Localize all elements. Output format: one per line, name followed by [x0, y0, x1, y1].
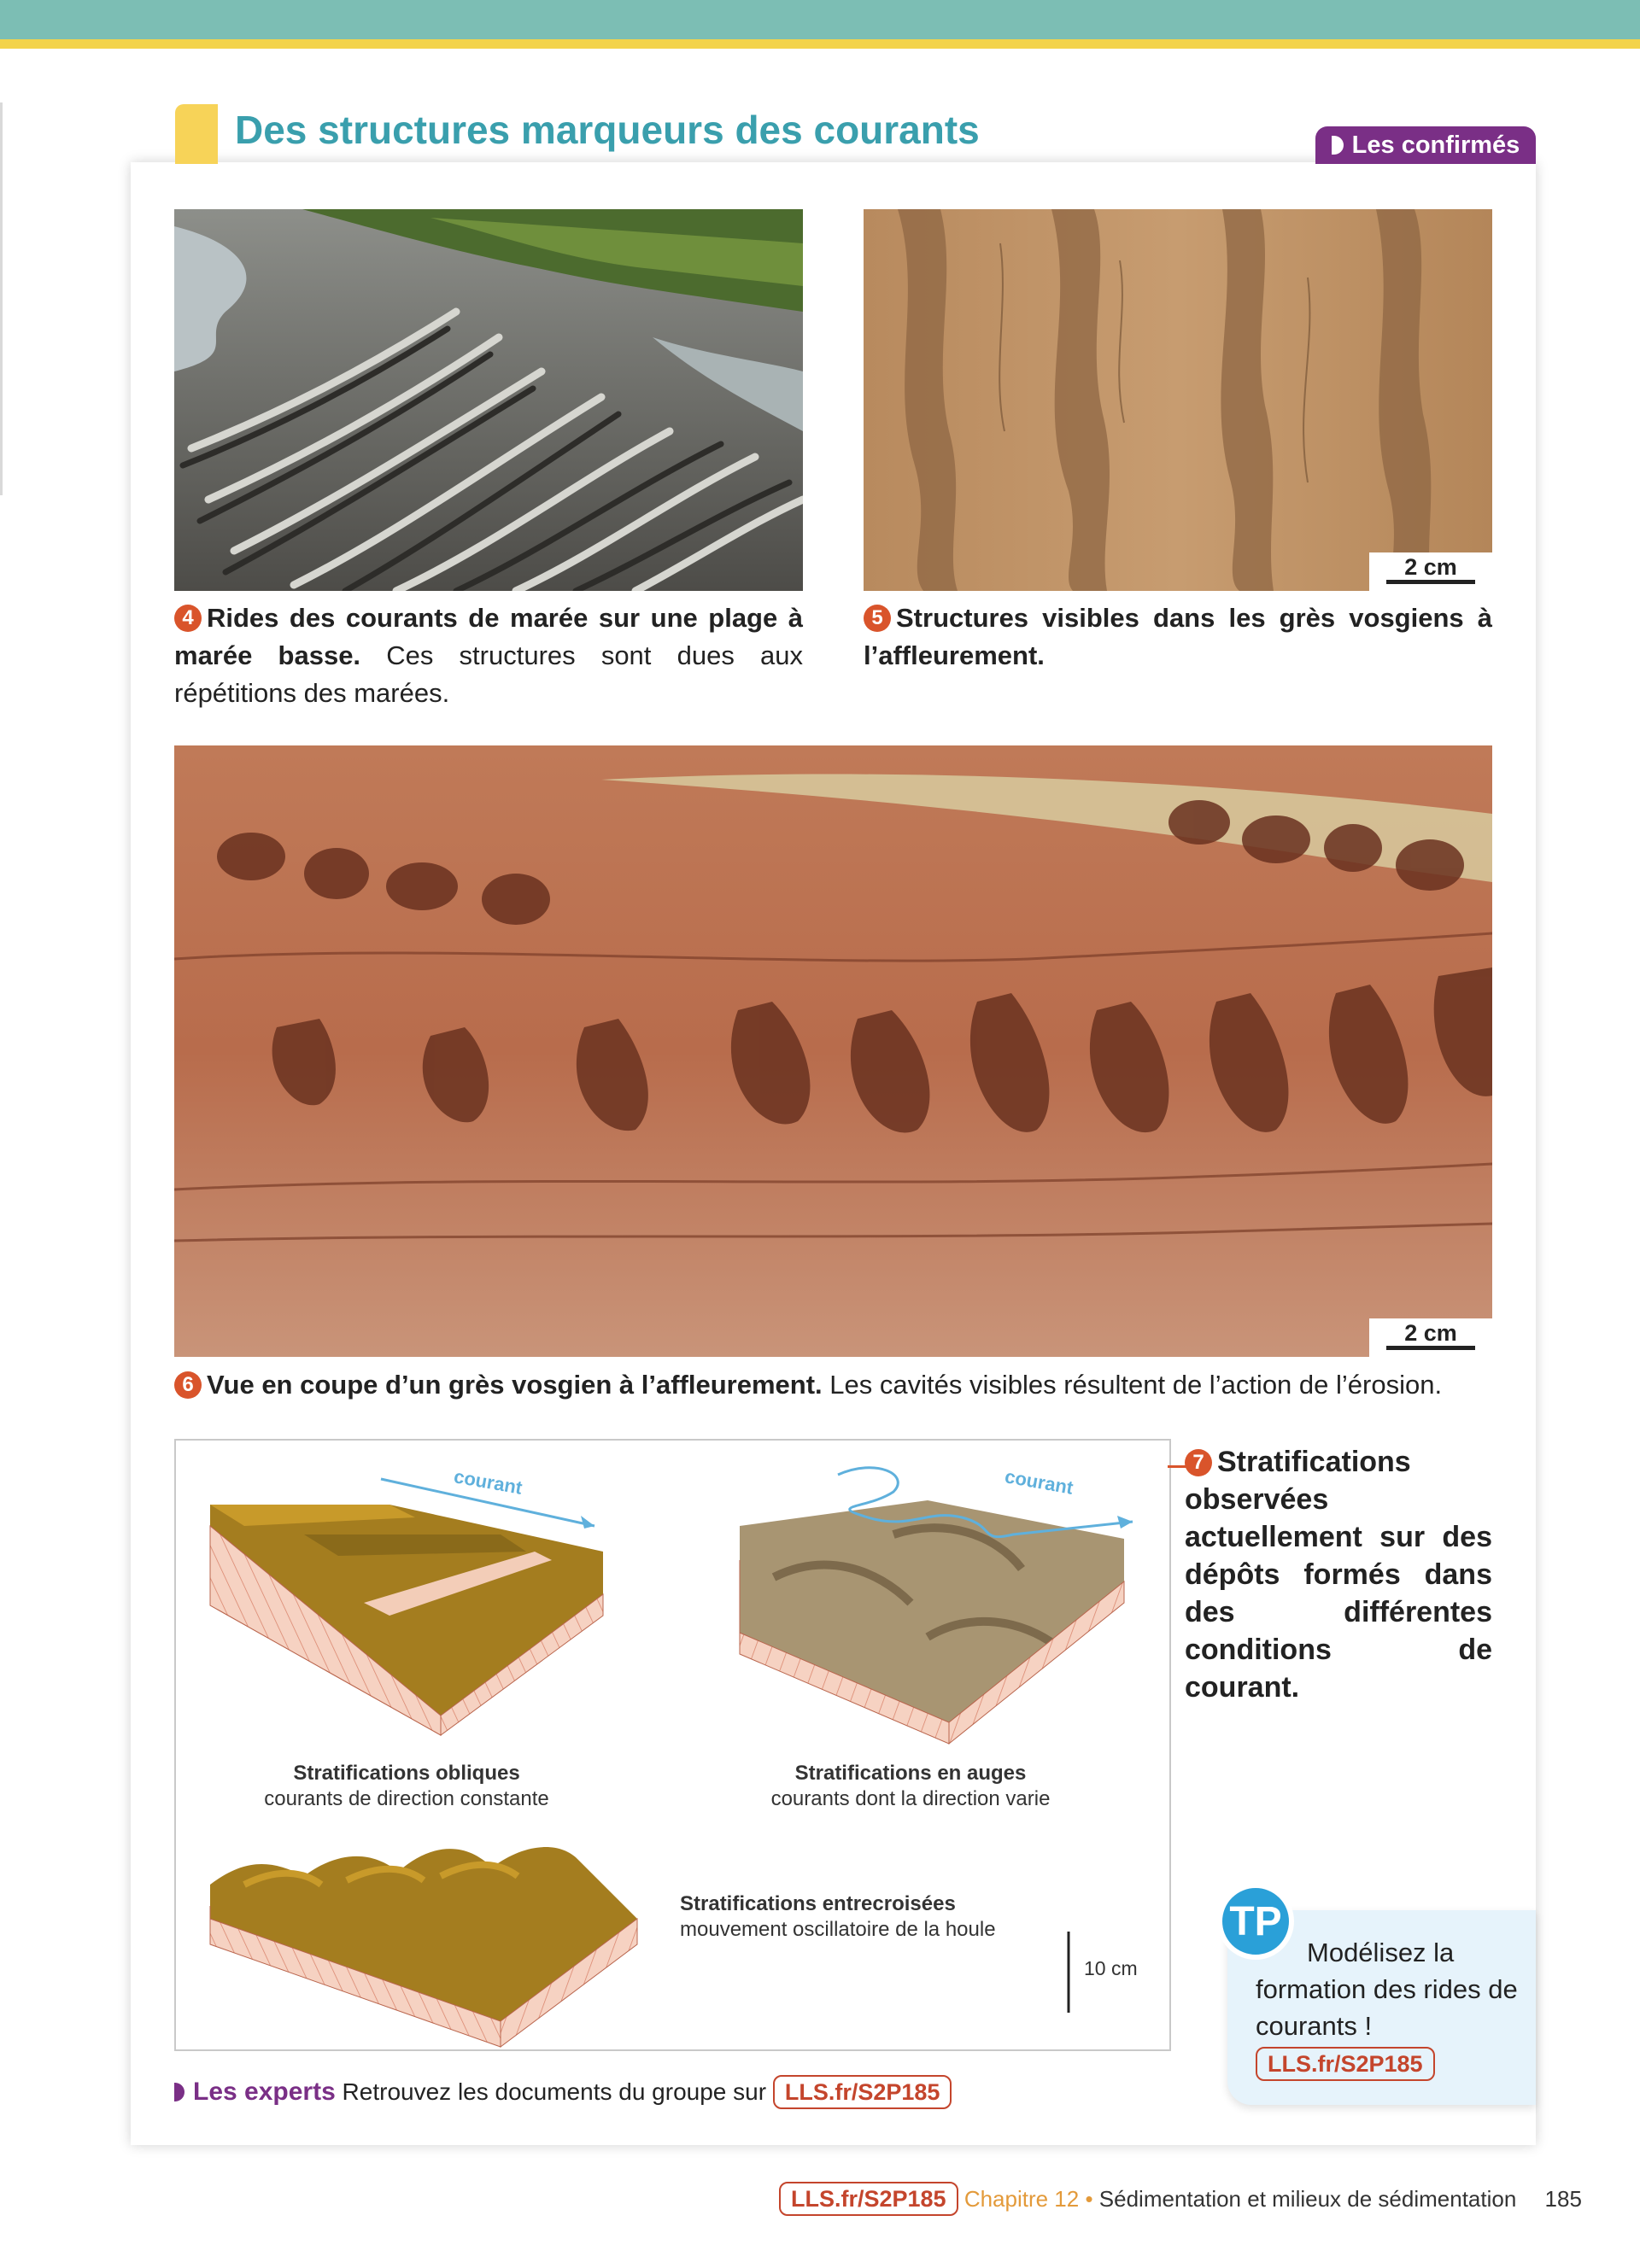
label-oblique-title: Stratifications obliques — [293, 1762, 520, 1785]
experts-label: Les experts — [193, 2078, 336, 2106]
photo-sandstone-section — [174, 745, 1492, 1357]
page-number: 185 — [1544, 2186, 1582, 2212]
doc7-connector-line — [1168, 1465, 1186, 1468]
scale-label-7: 10 cm — [1084, 1957, 1138, 1979]
block-oblique — [210, 1505, 603, 1735]
doc5-number-icon: 5 — [864, 605, 891, 632]
stratification-diagram — [174, 1439, 1171, 2051]
caption-doc6 — [174, 1366, 1507, 1404]
caption-doc7 — [1185, 1443, 1492, 1706]
scale-box-5 — [1369, 552, 1492, 591]
sandstone-structures-image — [864, 209, 1492, 591]
doc5-caption-bold: Structures visibles dans les grès vosgiens à l’affleurement. — [864, 603, 1492, 670]
tp-link[interactable]: LLS.fr/S2P185 — [1256, 2047, 1435, 2081]
scale-label-5: 2 cm — [1404, 554, 1457, 580]
footer-title: Sédimentation et milieux de sédimentation — [1098, 2186, 1517, 2212]
doc6-number-icon: 6 — [174, 1371, 202, 1399]
page-footer — [779, 2182, 1582, 2216]
top-yellow-line — [0, 39, 1640, 49]
badge-arrow-icon — [1332, 136, 1344, 155]
top-color-band — [0, 0, 1640, 39]
doc4-number-icon: 4 — [174, 605, 202, 632]
label-crossed-title: Stratifications entrecroisées — [680, 1892, 956, 1915]
scale-label-6: 2 cm — [1404, 1320, 1457, 1346]
scale-bar-6 — [1386, 1346, 1475, 1350]
level-badge — [1315, 126, 1536, 164]
stratification-blocks — [176, 1441, 1169, 2049]
tp-icon: TP — [1217, 1883, 1294, 1960]
tp-text: Modélisez la formation des rides de courants ! — [1256, 1938, 1518, 2041]
arrow-label-courant-1: courant — [452, 1465, 524, 1499]
footer-link[interactable]: LLS.fr/S2P185 — [779, 2182, 958, 2216]
tp-text-block — [1256, 1934, 1529, 2081]
arrow-label-courant-2: courant — [1003, 1465, 1075, 1499]
scale-box-6 — [1369, 1318, 1492, 1357]
doc7-number-icon: 7 — [1185, 1449, 1212, 1476]
doc4-caption-bold: Rides des courants de marée sur une plage à marée basse. — [174, 603, 803, 670]
section-title: Des structures marqueurs des courants — [235, 108, 980, 152]
caption-doc4 — [174, 599, 803, 712]
doc6-caption-bold: Vue en coupe d’un grès vosgien à l’affleurement. — [207, 1370, 823, 1400]
label-trough — [731, 1761, 1090, 1812]
doc4-caption-text: Ces structures sont dues aux répétitions des marées. — [174, 640, 803, 708]
block-trough — [740, 1500, 1124, 1744]
label-crossed — [680, 1891, 996, 1943]
label-trough-title: Stratifications en auges — [794, 1762, 1027, 1785]
footer-bullet: • — [1079, 2186, 1099, 2212]
experts-line — [174, 2075, 952, 2109]
doc7-caption-text: Stratifications observées actuellement sur des dépôts formés dans des différentes conditions de courant. — [1185, 1446, 1492, 1704]
label-crossed-text: mouvement oscillatoire de la houle — [680, 1918, 996, 1941]
tidal-ripples-image — [174, 209, 803, 591]
doc6-caption-text: Les cavités visibles résultent de l’action de l’érosion. — [822, 1370, 1443, 1400]
left-margin-mark — [0, 102, 3, 495]
photo-tidal-ripples — [174, 209, 803, 591]
label-oblique — [227, 1761, 586, 1812]
title-tab-marker — [175, 104, 218, 164]
block-crossed — [210, 1847, 637, 2047]
photo-sandstone-structures — [864, 209, 1492, 591]
label-oblique-text: courants de direction constante — [264, 1787, 549, 1810]
experts-link[interactable]: LLS.fr/S2P185 — [773, 2075, 952, 2109]
scale-bar-5 — [1386, 580, 1475, 584]
sandstone-section-image — [174, 745, 1492, 1357]
caption-doc5 — [864, 599, 1492, 675]
experts-text: Retrouvez les documents du groupe sur — [335, 2078, 773, 2105]
badge-label: Les confirmés — [1351, 131, 1520, 159]
label-trough-text: courants dont la direction varie — [770, 1787, 1051, 1810]
experts-arrow-icon — [174, 2083, 184, 2101]
footer-chapter: Chapitre 12 — [964, 2186, 1080, 2212]
